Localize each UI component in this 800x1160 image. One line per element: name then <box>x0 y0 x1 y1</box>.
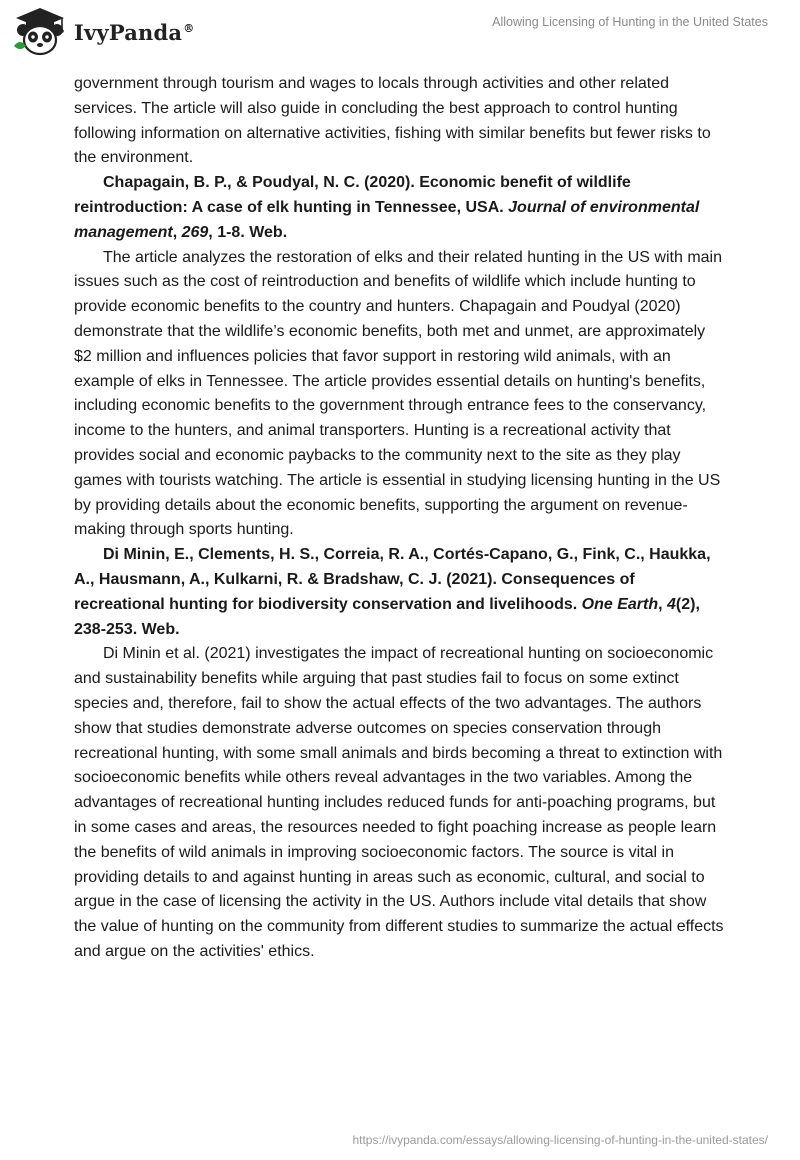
journal-title: Journal of environmental management <box>74 198 700 241</box>
reference-citation: Di Minin, E., Clements, H. S., Correia, R. A., Cortés-Capano, G., Fink, C., Haukka, A., Hausmann, A., Kulkarni, R. & Bradshaw, C. J. (2021). Consequences of recreational hunting for biodiversity conservation and livelihoods. One Earth, 4(2), 238-253. Web. <box>74 546 711 638</box>
journal-title: One Earth <box>581 595 659 613</box>
running-title: Allowing Licensing of Hunting in the United States <box>492 15 768 29</box>
journal-volume: 4 <box>667 595 676 613</box>
reference-summary: Di Minin et al. (2021) investigates the impact of recreational hunting on socioeconomic and sustainability benefits while arguing that past studies fail to focus on some extinct species and, therefore, fail to show the actual effects of the two advantages. The authors show that studies demonstrate adverse outcomes on species conservation through recreational hunting, with some small animals and birds becoming a threat to extinction with socioeconomic benefits while others reveal advantages in the two variables. Among the advantages of recreational hunting includes reduced funds for anti-poaching programs, but in some cases and areas, the resources needed to fight poaching increase as people learn the benefits of wild animals in improving socioeconomic factors. The source is vital in providing details to and against hunting in areas such as economic, cultural, and social to argue in the case of licensing the activity in the US. Authors include vital details that show the value of hunting on the community from different studies to summarize the actual effects and argue on the activities' ethics. <box>74 645 724 960</box>
reference-citation: Chapagain, B. P., & Poudyal, N. C. (2020). Economic benefit of wildlife reintroduction: A case of elk hunting in Tennessee, USA. Journal of environmental management, 269, 1-8. Web. <box>74 174 700 241</box>
journal-volume: 269 <box>181 223 209 241</box>
ivypanda-logo[interactable] <box>12 6 194 56</box>
page-header <box>0 0 800 72</box>
reference-summary: The article analyzes the restoration of elks and their related hunting in the US with main issues such as the cost of reintroduction and benefits of wildlife which include hunting to provide economic benefits to the country and hunters. Chapagain and Poudyal (2020) demonstrate that the wildlife’s economic benefits, both met and unmet, are approximately $2 million and influences policies that favor support in restoring wild animals, with an example of elks in Tennessee. The article provides essential details on hunting's benefits, including economic benefits to the government through entrance fees to the conservancy, income to the hunters, and animal transporters. Hunting is a recreational activity that provides social and economic paybacks to the community next to the site as they play games with tourists watching. The article is essential in studying licensing hunting in the US by providing details about the economic benefits, supporting the argument on revenue-making through sports hunting. <box>74 248 722 539</box>
source-url[interactable]: https://ivypanda.com/essays/allowing-licensing-of-hunting-in-the-united-states/ <box>352 1133 768 1147</box>
brand-name: IvyPanda® <box>74 19 195 45</box>
intro-paragraph: government through tourism and wages to locals through activities and other related services. The article will also guide in concluding the best approach to control hunting following information on alternative activities, fishing with similar benefits but fewer risks to the environment. <box>74 75 711 167</box>
registered-mark: ® <box>183 21 195 35</box>
panda-graduate-icon <box>12 6 68 56</box>
essay-content <box>74 72 726 965</box>
